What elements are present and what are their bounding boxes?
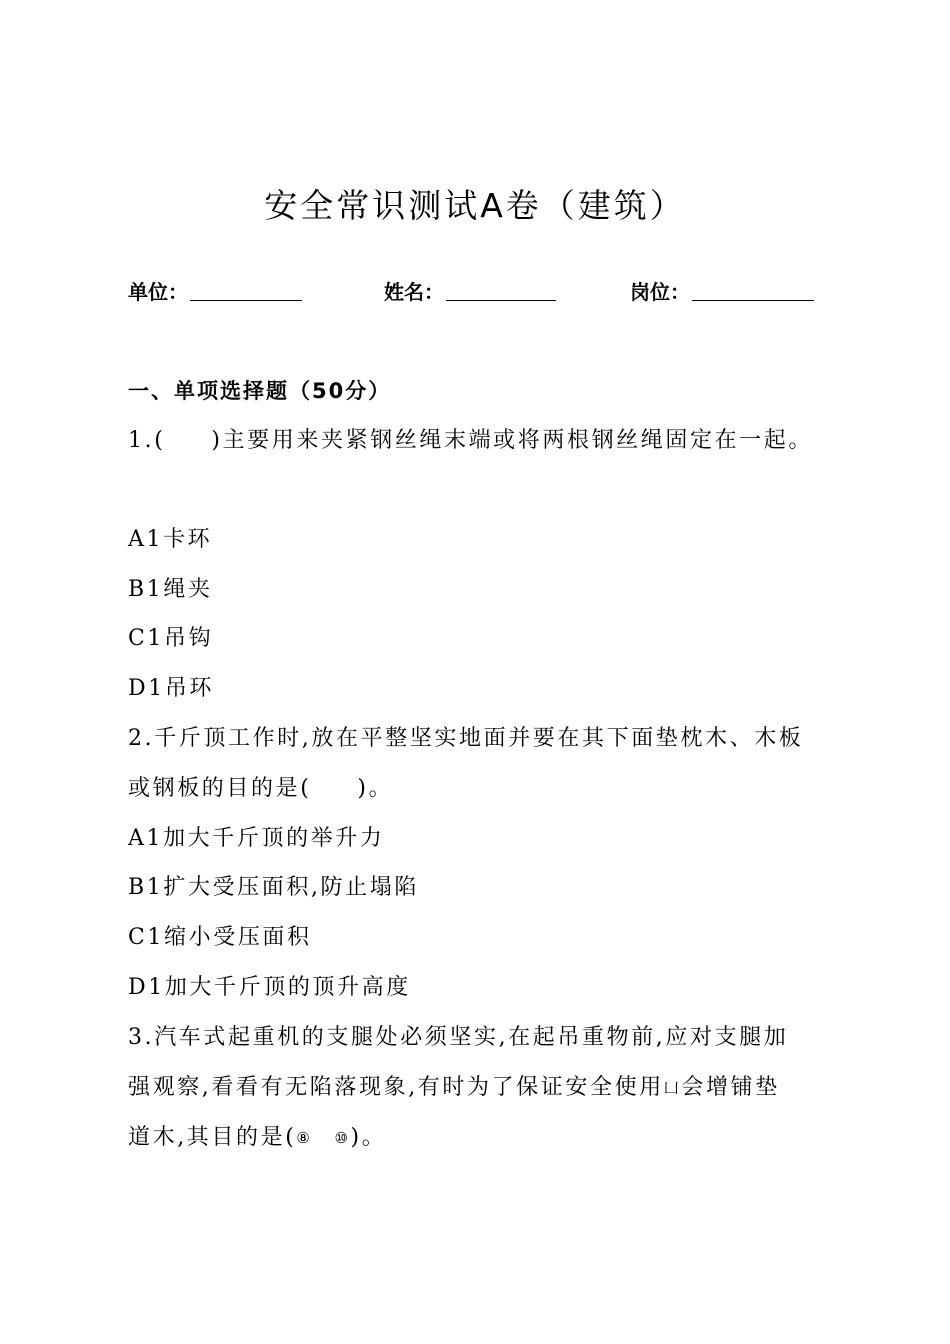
question-2-option-c: C1缩小受压面积: [128, 925, 312, 950]
circled-ten-icon: ⑩: [334, 1129, 351, 1147]
unit-field: [128, 276, 302, 308]
position-blank[interactable]: [692, 276, 814, 301]
unit-blank[interactable]: [190, 276, 302, 301]
circled-eight-icon: ⑧: [296, 1129, 313, 1147]
name-field: [384, 276, 556, 308]
name-label: 姓名：: [384, 280, 444, 304]
page-title: 安全常识测试A卷（建筑）: [264, 186, 686, 225]
question-2-number: 2.: [128, 726, 155, 751]
question-1-option-d: D1吊环: [128, 676, 215, 701]
question-2-stem-line-1: 2.千斤顶工作时,放在平整坚实地面并要在其下面垫枕木、木板: [128, 726, 804, 751]
question-1-option-c: C1吊钩: [128, 626, 214, 651]
question-3-stem-line-1: 3.汽车式起重机的支腿处必须坚实,在起吊重物前,应对支腿加: [128, 1025, 789, 1050]
position-field: [630, 276, 814, 308]
question-1-stem: 1.( )主要用来夹紧钢丝绳末端或将两根钢丝绳固定在一起。: [128, 428, 813, 453]
question-3-stem-line-3: 道木,其目的是(⑧ ⑩)。: [128, 1125, 387, 1150]
question-2-option-a: A1加大千斤顶的举升力: [128, 826, 385, 851]
question-1-option-b: B1绳夹: [128, 577, 213, 602]
bracket-glyph-icon: 凵: [663, 1079, 682, 1097]
question-2-stem-line-2: 或钢板的目的是( )。: [128, 776, 394, 801]
question-2-option-d: D1加大千斤顶的顶升高度: [128, 975, 411, 1000]
info-row: [128, 276, 828, 308]
question-3-stem-line-2: 强观察,看看有无陷落现象,有时为了保证安全使用凵会增铺垫: [128, 1075, 780, 1100]
name-blank[interactable]: [446, 276, 556, 301]
question-2-option-b: B1扩大受压面积,防止塌陷: [128, 875, 419, 900]
unit-label: 单位：: [128, 280, 188, 304]
section-heading: 一、单项选择题（50分）: [128, 379, 392, 403]
question-1-number: 1.: [128, 428, 155, 453]
question-3-number: 3.: [128, 1025, 155, 1050]
question-1-option-a: A1卡环: [128, 527, 213, 552]
position-label: 岗位：: [630, 280, 690, 304]
